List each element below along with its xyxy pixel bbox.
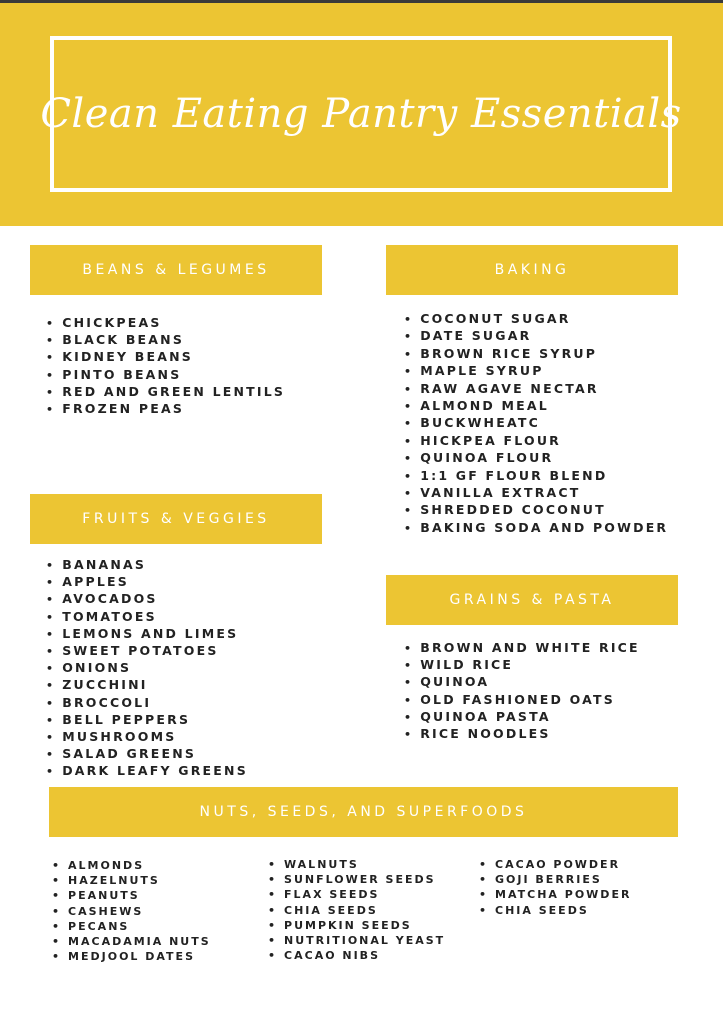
list-item: • VANILLA EXTRACT: [404, 484, 668, 501]
list-item: • APPLES: [46, 573, 248, 590]
baking-list: [404, 310, 668, 536]
beans-legumes-list: [46, 314, 285, 417]
section-banner-grains-pasta: [386, 575, 678, 625]
list-item: • MUSHROOMS: [46, 728, 248, 745]
list-item: • BLACK BEANS: [46, 331, 285, 348]
list-item: • FROZEN PEAS: [46, 400, 285, 417]
list-item: • CHIA SEEDS: [268, 903, 445, 918]
list-item: • WILD RICE: [404, 656, 640, 673]
list-item: • MEDJOOL DATES: [52, 949, 211, 964]
list-item: • GOJI BERRIES: [479, 872, 631, 887]
title-frame: [40, 36, 682, 192]
list-item: • BAKING SODA AND POWDER: [404, 519, 668, 536]
fruits-veggies-list: [46, 556, 248, 779]
section-title-fruits-veggies: FRUITS & VEGGIES: [82, 511, 270, 527]
list-item: • PUMPKIN SEEDS: [268, 918, 445, 933]
list-item: • BROWN AND WHITE RICE: [404, 639, 640, 656]
list-item: • QUINOA PASTA: [404, 708, 640, 725]
list-item: • SHREDDED COCONUT: [404, 501, 668, 518]
list-item: • ALMOND MEAL: [404, 397, 668, 414]
list-item: • SWEET POTATOES: [46, 642, 248, 659]
list-item: • MATCHA POWDER: [479, 887, 631, 902]
section-banner-fruits-veggies: [30, 494, 322, 544]
list-item: • DARK LEAFY GREENS: [46, 762, 248, 779]
nuts-list-column-3: [479, 857, 631, 918]
list-item: • BROWN RICE SYRUP: [404, 345, 668, 362]
section-banner-beans-legumes: [30, 245, 322, 295]
nuts-list-column-1: [52, 858, 211, 964]
list-item: • KIDNEY BEANS: [46, 348, 285, 365]
list-item: • 1:1 GF FLOUR BLEND: [404, 467, 668, 484]
list-item: • CACAO NIBS: [268, 948, 445, 963]
list-item: • CHIA SEEDS: [479, 903, 631, 918]
list-item: • DATE SUGAR: [404, 327, 668, 344]
list-item: • ONIONS: [46, 659, 248, 676]
list-item: • ZUCCHINI: [46, 676, 248, 693]
list-item: • COCONUT SUGAR: [404, 310, 668, 327]
list-item: • SUNFLOWER SEEDS: [268, 872, 445, 887]
list-item: • BUCKWHEATC: [404, 414, 668, 431]
page-title: Clean Eating Pantry Essentials: [40, 91, 682, 137]
list-item: • TOMATOES: [46, 608, 248, 625]
list-item: • AVOCADOS: [46, 590, 248, 607]
list-item: • HAZELNUTS: [52, 873, 211, 888]
list-item: • NUTRITIONAL YEAST: [268, 933, 445, 948]
list-item: • BANANAS: [46, 556, 248, 573]
list-item: • WALNUTS: [268, 857, 445, 872]
section-title-grains-pasta: GRAINS & PASTA: [449, 592, 615, 608]
list-item: • LEMONS AND LIMES: [46, 625, 248, 642]
section-banner-nuts-seeds-superfoods: [49, 787, 678, 837]
list-item: • CACAO POWDER: [479, 857, 631, 872]
section-title-beans-legumes: BEANS & LEGUMES: [82, 262, 270, 278]
list-item: • BROCCOLI: [46, 694, 248, 711]
list-item: • MACADAMIA NUTS: [52, 934, 211, 949]
list-item: • QUINOA: [404, 673, 640, 690]
list-item: • BELL PEPPERS: [46, 711, 248, 728]
section-title-nuts-seeds-superfoods: NUTS, SEEDS, AND SUPERFOODS: [199, 804, 528, 820]
list-item: • PECANS: [52, 919, 211, 934]
list-item: • RAW AGAVE NECTAR: [404, 380, 668, 397]
list-item: • PEANUTS: [52, 888, 211, 903]
section-title-baking: BAKING: [494, 262, 570, 278]
list-item: • MAPLE SYRUP: [404, 362, 668, 379]
list-item: • HICKPEA FLOUR: [404, 432, 668, 449]
grains-pasta-list: [404, 639, 640, 742]
section-banner-baking: [386, 245, 678, 295]
list-item: • OLD FASHIONED OATS: [404, 691, 640, 708]
list-item: • CASHEWS: [52, 904, 211, 919]
list-item: • FLAX SEEDS: [268, 887, 445, 902]
list-item: • RED AND GREEN LENTILS: [46, 383, 285, 400]
nuts-list-column-2: [268, 857, 445, 963]
list-item: • ALMONDS: [52, 858, 211, 873]
list-item: • SALAD GREENS: [46, 745, 248, 762]
list-item: • QUINOA FLOUR: [404, 449, 668, 466]
list-item: • PINTO BEANS: [46, 366, 285, 383]
header: [0, 3, 723, 226]
list-item: • RICE NOODLES: [404, 725, 640, 742]
list-item: • CHICKPEAS: [46, 314, 285, 331]
